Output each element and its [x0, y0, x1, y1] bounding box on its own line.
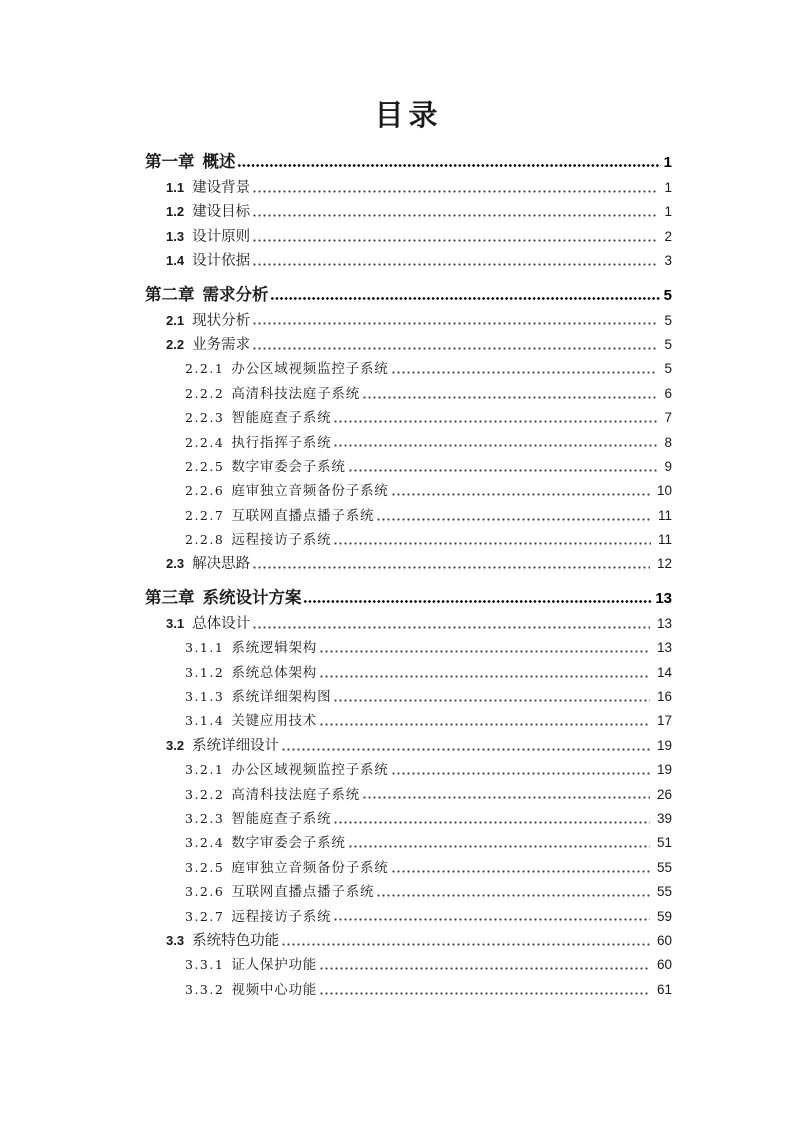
dot-leader — [281, 929, 650, 953]
toc-entry-number: 3.1.4 — [185, 713, 225, 729]
dot-leader — [362, 382, 657, 406]
toc-entry[interactable] — [145, 504, 672, 528]
toc-entry-page: 13 — [655, 589, 672, 607]
dot-leader — [333, 528, 651, 552]
toc-entry-label: 设计原则 — [192, 228, 251, 245]
toc-entry-label: 视频中心功能 — [231, 981, 318, 998]
dot-leader — [252, 225, 657, 249]
toc-entry-number: 第三章 — [145, 587, 195, 607]
toc-entry-number: 2.2.6 — [185, 483, 225, 499]
dot-leader — [333, 685, 650, 709]
toc-entry-label: 系统设计方案 — [202, 587, 302, 607]
toc-entry[interactable] — [145, 929, 672, 953]
dot-leader — [319, 953, 650, 977]
toc-entry-number: 2.3 — [166, 556, 185, 572]
dot-leader — [319, 661, 650, 685]
toc-entry-label: 系统总体架构 — [231, 664, 318, 681]
toc-entry-label: 现状分析 — [192, 312, 251, 329]
dot-leader — [391, 357, 658, 381]
toc-entry-number: 2.2.8 — [185, 532, 225, 548]
toc-entry[interactable] — [145, 200, 672, 224]
toc-entry-page: 13 — [656, 640, 672, 656]
toc-entry-page: 12 — [656, 556, 672, 572]
toc-entry-page: 7 — [664, 410, 672, 426]
toc-entry-page: 11 — [657, 532, 672, 548]
toc-entry-page: 3 — [664, 253, 672, 269]
dot-leader — [362, 783, 650, 807]
dot-leader — [252, 176, 657, 200]
toc-entry-number: 第二章 — [145, 284, 195, 304]
dot-leader — [333, 905, 650, 929]
toc-entry-number: 2.2.2 — [185, 385, 225, 401]
toc-entry-label: 互联网直播点播子系统 — [231, 507, 375, 524]
toc-entry[interactable] — [145, 612, 672, 636]
toc-entry[interactable] — [145, 406, 672, 430]
toc-entry-page: 13 — [656, 615, 672, 631]
toc-entry-label: 建设目标 — [192, 204, 251, 221]
toc-entry[interactable] — [145, 552, 672, 576]
dot-leader — [333, 406, 657, 430]
dot-leader — [376, 504, 651, 528]
toc-entry-number: 1.4 — [166, 253, 185, 269]
toc-entry-number: 2.2.7 — [185, 507, 225, 523]
toc-entry-page: 8 — [664, 434, 672, 450]
toc-entry-page: 5 — [663, 286, 672, 304]
toc-entry-number: 1.3 — [166, 228, 185, 244]
dot-leader — [303, 585, 653, 610]
toc-entry-number: 2.2.5 — [185, 458, 225, 474]
dot-leader — [391, 758, 650, 782]
toc-entry-number: 3.3.1 — [185, 957, 225, 973]
toc-entry[interactable] — [145, 225, 672, 249]
dot-leader — [376, 880, 650, 904]
toc-entry-page: 14 — [656, 664, 672, 680]
toc-entry-label: 智能庭查子系统 — [231, 810, 332, 827]
toc-entry-number: 3.2.6 — [185, 884, 225, 900]
toc-entry-page: 19 — [656, 762, 672, 778]
toc-entry-label: 总体设计 — [192, 615, 251, 632]
toc-entry-label: 建设背景 — [192, 180, 251, 196]
toc-entry-page: 59 — [656, 908, 672, 924]
toc-entry-number: 3.2.3 — [185, 810, 225, 826]
toc-entry[interactable] — [145, 783, 672, 807]
toc-entry-page: 61 — [656, 981, 672, 997]
toc-entry[interactable] — [145, 455, 672, 479]
toc-entry-page: 16 — [656, 689, 672, 705]
toc-entry-label: 系统逻辑架构 — [231, 640, 318, 657]
toc-entry[interactable] — [145, 249, 672, 273]
toc-entry-number: 3.3.2 — [185, 981, 225, 997]
toc-entry-label: 需求分析 — [202, 284, 269, 304]
toc-entry-page: 5 — [664, 361, 672, 377]
toc-entry[interactable] — [145, 282, 672, 307]
dot-leader — [319, 978, 650, 1002]
toc-entry-label: 系统特色功能 — [192, 932, 280, 949]
toc-entry[interactable] — [145, 585, 672, 610]
toc-entry[interactable] — [145, 905, 672, 929]
toc-entry-page: 9 — [664, 458, 672, 474]
toc-entry[interactable] — [145, 357, 672, 381]
dot-leader — [252, 249, 657, 273]
toc-entry-page: 60 — [656, 957, 672, 973]
toc-entry-label: 办公区域视频监控子系统 — [231, 762, 389, 779]
toc-entry-label: 解决思路 — [192, 556, 251, 573]
toc-entry-page: 1 — [663, 154, 672, 171]
toc-entry-number: 3.2.1 — [185, 762, 225, 778]
toc-entry[interactable] — [145, 685, 672, 709]
toc-entry-label: 高清科技法庭子系统 — [231, 385, 361, 402]
toc-entry-number: 1.1 — [166, 180, 185, 195]
toc-entry-number: 3.2.5 — [185, 859, 225, 875]
toc-entry-number: 2.2.1 — [185, 361, 225, 377]
dot-leader — [333, 807, 650, 831]
toc-entry-page: 5 — [664, 336, 672, 352]
toc-entry-number: 3.2.4 — [185, 835, 225, 851]
toc-entry[interactable] — [145, 382, 672, 406]
toc-entry-page: 6 — [664, 385, 672, 401]
toc-entry-label: 庭审独立音频备份子系统 — [231, 859, 389, 876]
toc-entry-label: 数字审委会子系统 — [231, 835, 346, 852]
toc-entry-label: 概述 — [202, 152, 236, 171]
dot-leader — [391, 856, 650, 880]
toc-entry-page: 55 — [656, 884, 672, 900]
toc-entry[interactable] — [145, 479, 672, 503]
dot-leader — [252, 552, 650, 576]
toc-entry[interactable] — [145, 333, 672, 357]
toc-entry-label: 数字审委会子系统 — [231, 458, 346, 475]
toc-entry-page: 51 — [656, 835, 672, 851]
toc-entry[interactable] — [145, 528, 672, 552]
toc-entry-number: 3.1.1 — [185, 640, 225, 656]
toc-entry[interactable] — [145, 758, 672, 782]
toc-entry-label: 关键应用技术 — [231, 713, 318, 730]
toc-entry[interactable] — [145, 880, 672, 904]
toc-entry[interactable] — [145, 856, 672, 880]
toc-entry[interactable] — [145, 709, 672, 733]
toc-entry-page: 55 — [656, 859, 672, 875]
toc-entry-page: 11 — [657, 507, 672, 523]
toc-entry[interactable] — [145, 431, 672, 455]
toc-entry-label: 智能庭查子系统 — [231, 410, 332, 427]
toc-entry[interactable] — [145, 831, 672, 855]
dot-leader — [333, 431, 657, 455]
toc-entry[interactable] — [145, 636, 672, 660]
dot-leader — [348, 455, 658, 479]
toc-entry[interactable] — [145, 661, 672, 685]
dot-leader — [252, 612, 650, 636]
dot-leader — [270, 282, 661, 307]
toc-entry[interactable] — [145, 734, 672, 758]
toc-entry-number: 3.1.3 — [185, 689, 225, 705]
toc-entry-number: 3.3 — [166, 932, 185, 948]
toc-entry[interactable] — [145, 149, 672, 174]
dot-leader — [391, 479, 650, 503]
toc-entry-page: 10 — [656, 483, 672, 499]
dot-leader — [319, 709, 650, 733]
dot-leader — [281, 734, 650, 758]
toc-entry-page: 17 — [656, 713, 672, 729]
toc-entry-label: 办公区域视频监控子系统 — [231, 361, 389, 378]
toc-entry-page: 1 — [664, 204, 672, 220]
toc-entry[interactable] — [145, 309, 672, 333]
toc-entry-page: 5 — [664, 312, 672, 328]
toc-entry-number: 3.2.2 — [185, 786, 225, 802]
toc-entry-label: 庭审独立音频备份子系统 — [231, 483, 389, 500]
toc-entry-page: 26 — [656, 786, 672, 802]
toc-entry-page: 19 — [656, 737, 672, 753]
toc-entry-number: 2.2.3 — [185, 410, 225, 426]
toc-entry-number: 1.2 — [166, 204, 185, 220]
toc-entry-number: 3.1 — [166, 615, 185, 631]
toc-entry-label: 远程接访子系统 — [231, 532, 332, 549]
dot-leader — [319, 636, 650, 660]
toc-entry-page: 2 — [664, 228, 672, 244]
toc-title: 目录 — [374, 98, 443, 132]
dot-leader — [252, 333, 657, 357]
toc-entry[interactable] — [145, 807, 672, 831]
toc-entry-number: 2.2 — [166, 336, 185, 352]
toc-entry-number: 第一章 — [145, 152, 195, 171]
toc-entry-label: 远程接访子系统 — [231, 908, 332, 925]
toc-entry-label: 设计依据 — [192, 253, 251, 270]
toc-entry-number: 2.2.4 — [185, 434, 225, 450]
toc-entry-label: 互联网直播点播子系统 — [231, 884, 375, 901]
dot-leader — [237, 149, 661, 174]
toc-entry-page: 39 — [656, 810, 672, 826]
toc-entry-label: 业务需求 — [192, 336, 251, 353]
toc-entry-page: 60 — [656, 932, 672, 948]
toc-entry-label: 系统详细设计 — [192, 737, 280, 754]
toc-entry-number: 3.1.2 — [185, 664, 225, 680]
toc-entry[interactable] — [145, 978, 672, 1002]
toc-entry-number: 3.2.7 — [185, 908, 225, 924]
toc-entry-label: 证人保护功能 — [231, 957, 318, 974]
dot-leader — [252, 200, 657, 224]
toc-entry-page: 1 — [664, 180, 672, 195]
toc-entry-number: 3.2 — [166, 737, 185, 753]
toc-entry-number: 2.1 — [166, 312, 185, 328]
dot-leader — [348, 831, 650, 855]
toc-list — [145, 149, 672, 1002]
toc-entry-label: 系统详细架构图 — [231, 689, 332, 706]
toc-entry[interactable] — [145, 176, 672, 200]
toc-entry[interactable] — [145, 953, 672, 977]
toc-entry-label: 执行指挥子系统 — [231, 434, 332, 451]
dot-leader — [252, 309, 657, 333]
toc-entry-label: 高清科技法庭子系统 — [231, 786, 361, 803]
